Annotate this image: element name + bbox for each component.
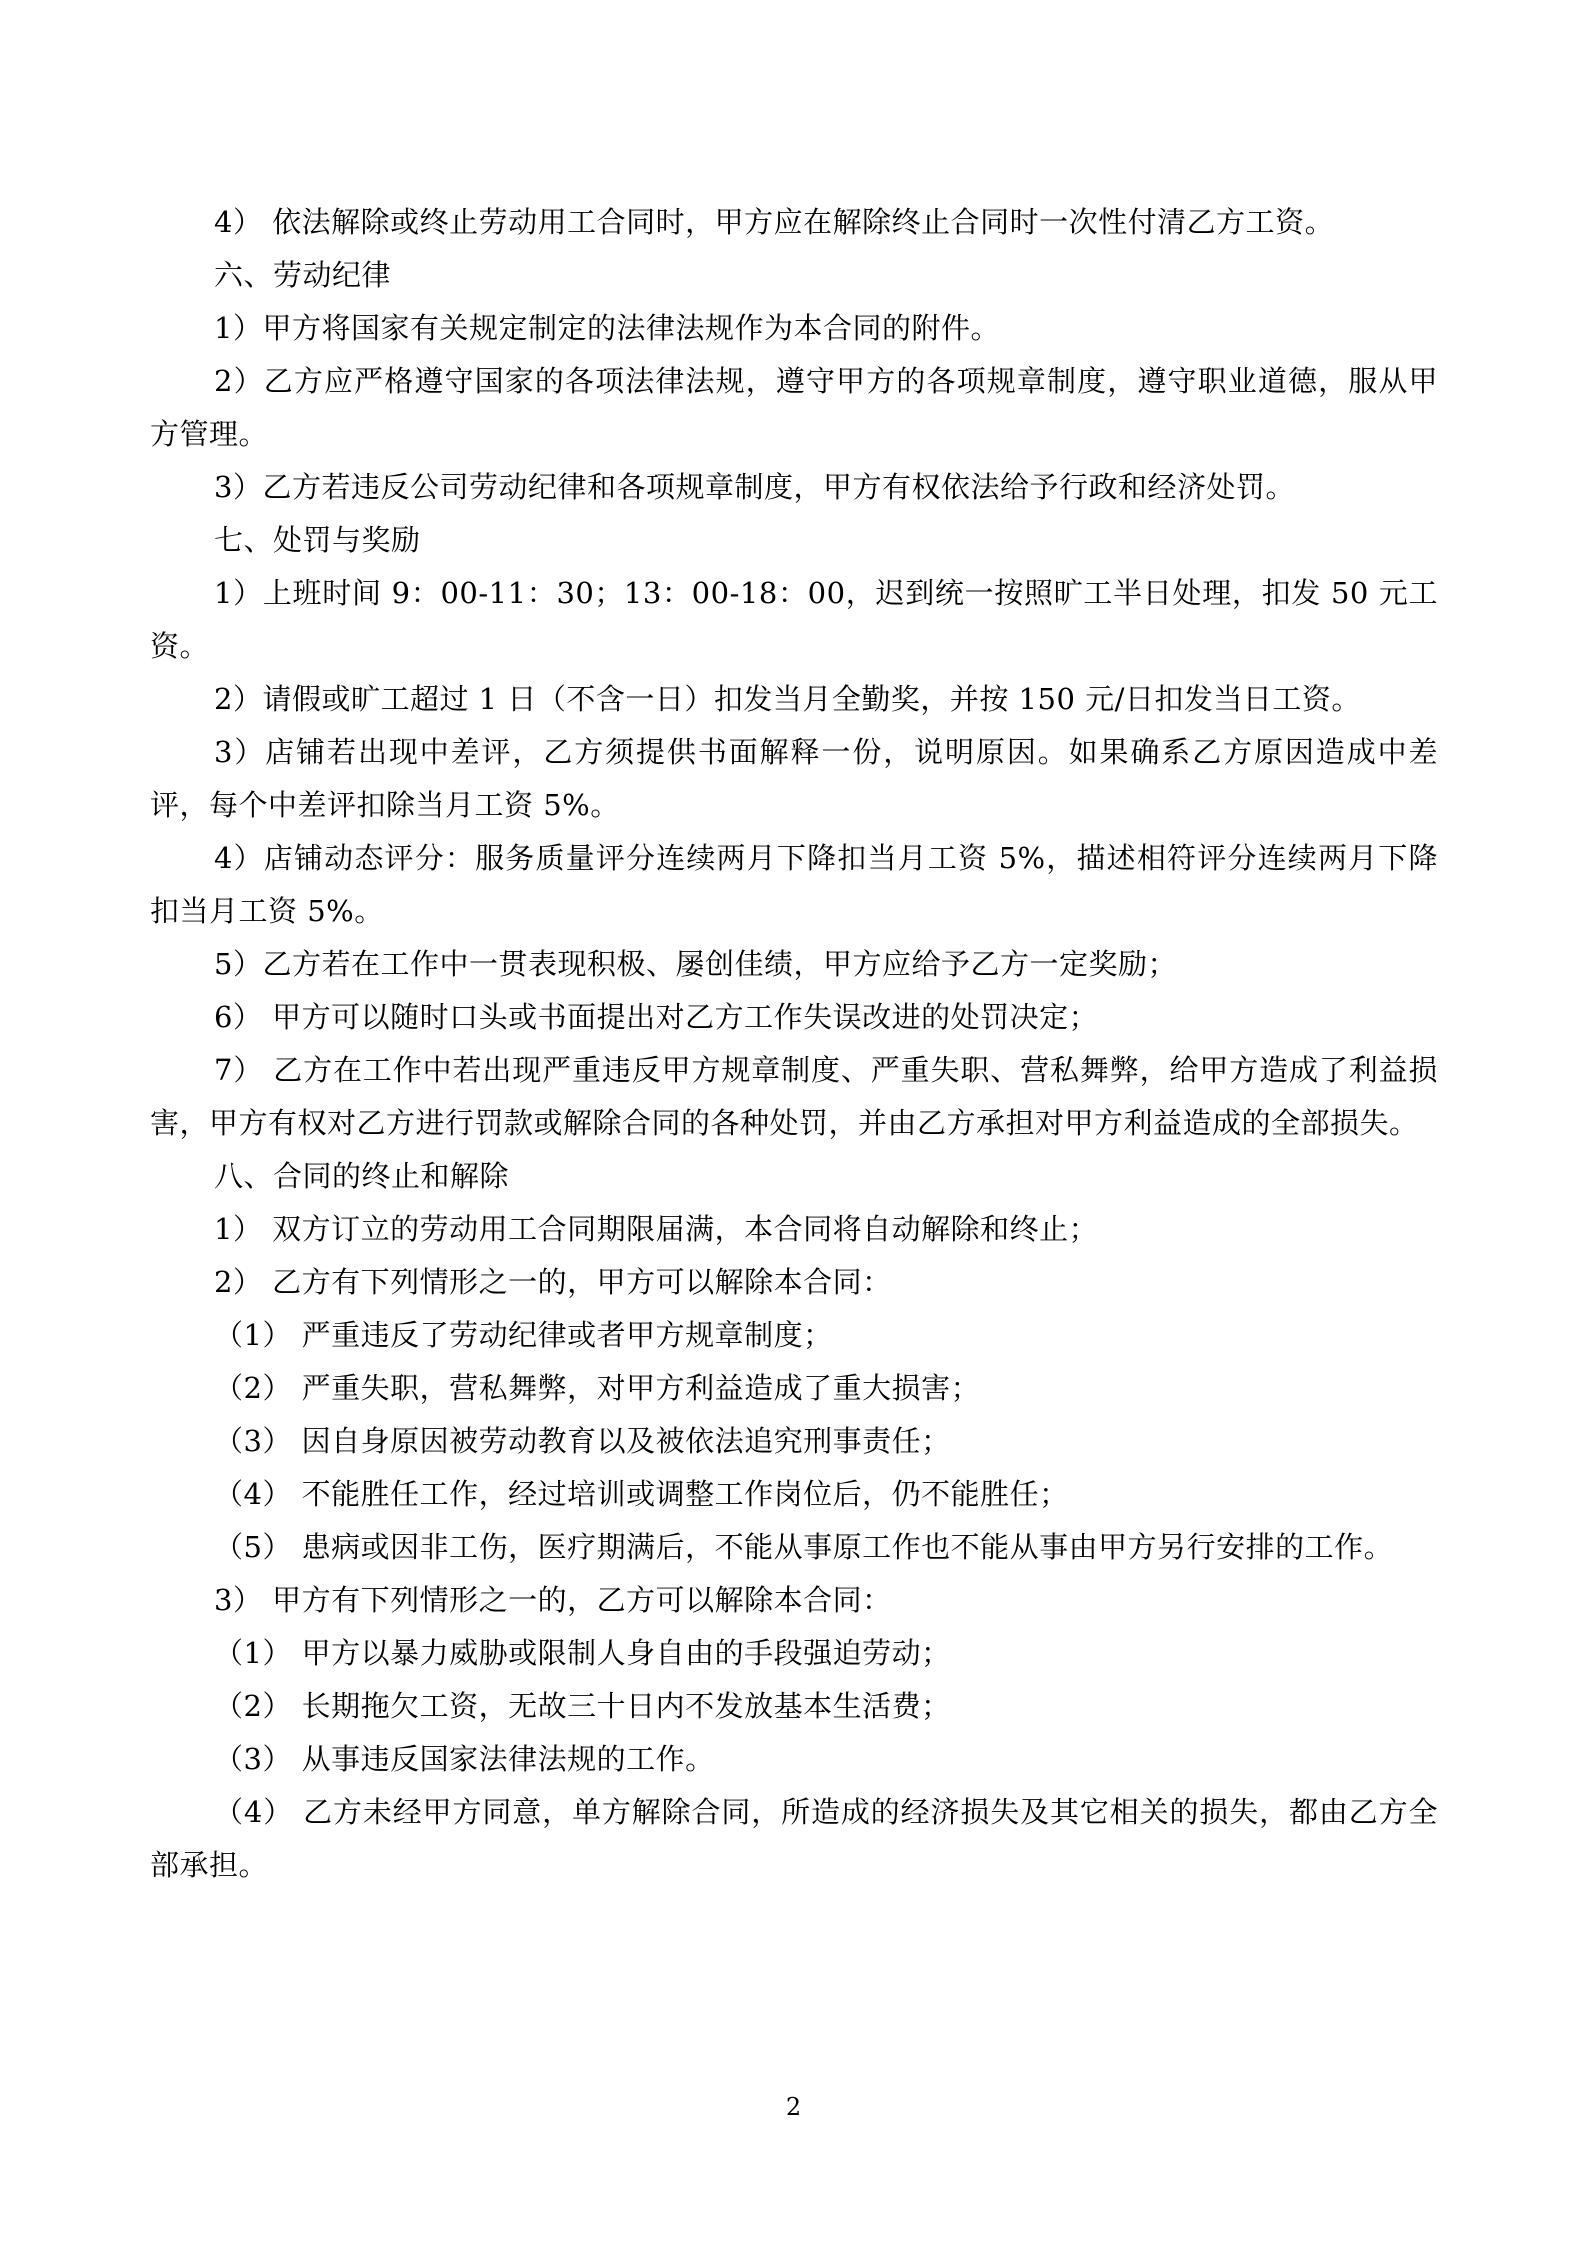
section-heading-penalties-rewards: 七、处罚与奖励: [214, 523, 421, 557]
paragraph-discipline-2: 2）乙方应严格遵守国家的各项法律法规，遵守甲方的各项规章制度，遵守职业道德，服从甲方管理。: [150, 364, 1438, 451]
list-item-termination-3-3: （3） 从事违反国家法律法规的工作。: [214, 1742, 715, 1776]
paragraph-penalty-6: 6） 甲方可以随时口头或书面提出对乙方工作失误改进的处罚决定；: [214, 1000, 1099, 1034]
paragraph-penalty-2: 2）请假或旷工超过 1 日（不含一日）扣发当月全勤奖，并按 150 元/日扣发当日工资。: [214, 682, 1361, 716]
paragraph-discipline-3: 3）乙方若违反公司劳动纪律和各项规章制度，甲方有权依法给予行政和经济处罚。: [214, 470, 1295, 504]
section-heading-termination: 八、合同的终止和解除: [214, 1159, 510, 1193]
section-heading-labor-discipline: 六、劳动纪律: [214, 258, 392, 292]
paragraph-penalty-4: 4）店铺动态评分：服务质量评分连续两月下降扣当月工资 5%，描述相符评分连续两月下降扣当月工资 5%。: [150, 841, 1438, 928]
list-item-termination-3-4: （4） 乙方未经甲方同意，单方解除合同，所造成的经济损失及其它相关的损失，都由乙方全部承担。: [150, 1795, 1438, 1882]
paragraph-penalty-7: 7） 乙方在工作中若出现严重违反甲方规章制度、严重失职、营私舞弊，给甲方造成了利益损害，甲方有权对乙方进行罚款或解除合同的各种处罚，并由乙方承担对甲方利益造成的全部损失。: [150, 1053, 1438, 1140]
paragraph-termination-2: 2） 乙方有下列情形之一的，甲方可以解除本合同：: [214, 1265, 892, 1299]
page-number: 2: [785, 2093, 802, 2121]
list-item-termination-3-1: （1） 甲方以暴力威胁或限制人身自由的手段强迫劳动；: [214, 1636, 951, 1670]
list-item-termination-2-1: （1） 严重违反了劳动纪律或者甲方规章制度；: [214, 1318, 833, 1352]
list-item-termination-2-2: （2） 严重失职，营私舞弊，对甲方利益造成了重大损害；: [214, 1371, 981, 1405]
list-item-termination-2-5: （5） 患病或因非工伤，医疗期满后，不能从事原工作也不能从事由甲方另行安排的工作。: [214, 1530, 1394, 1564]
document-body: [150, 196, 1438, 1892]
paragraph-penalty-5: 5）乙方若在工作中一贯表现积极、屡创佳绩，甲方应给予乙方一定奖励；: [214, 947, 1177, 981]
paragraph-penalty-1: 1）上班时间 9：00-11：30；13：00-18：00，迟到统一按照旷工半日处理，扣发 50 元工资。: [150, 576, 1438, 663]
list-item-termination-2-3: （3） 因自身原因被劳动教育以及被依法追究刑事责任；: [214, 1424, 951, 1458]
list-item-termination-3-2: （2） 长期拖欠工资，无故三十日内不发放基本生活费；: [214, 1689, 951, 1723]
paragraph-termination-1: 1） 双方订立的劳动用工合同期限届满，本合同将自动解除和终止；: [214, 1212, 1099, 1246]
paragraph-4-wage-settlement: 4） 依法解除或终止劳动用工合同时，甲方应在解除终止合同时一次性付清乙方工资。: [214, 205, 1335, 239]
list-item-termination-2-4: （4） 不能胜任工作，经过培训或调整工作岗位后，仍不能胜任；: [214, 1477, 1069, 1511]
paragraph-penalty-3: 3）店铺若出现中差评，乙方须提供书面解释一份，说明原因。如果确系乙方原因造成中差评，每个中差评扣除当月工资 5%。: [150, 735, 1438, 822]
paragraph-discipline-1: 1）甲方将国家有关规定制定的法律法规作为本合同的附件。: [214, 311, 1000, 345]
paragraph-termination-3: 3） 甲方有下列情形之一的，乙方可以解除本合同：: [214, 1583, 892, 1617]
